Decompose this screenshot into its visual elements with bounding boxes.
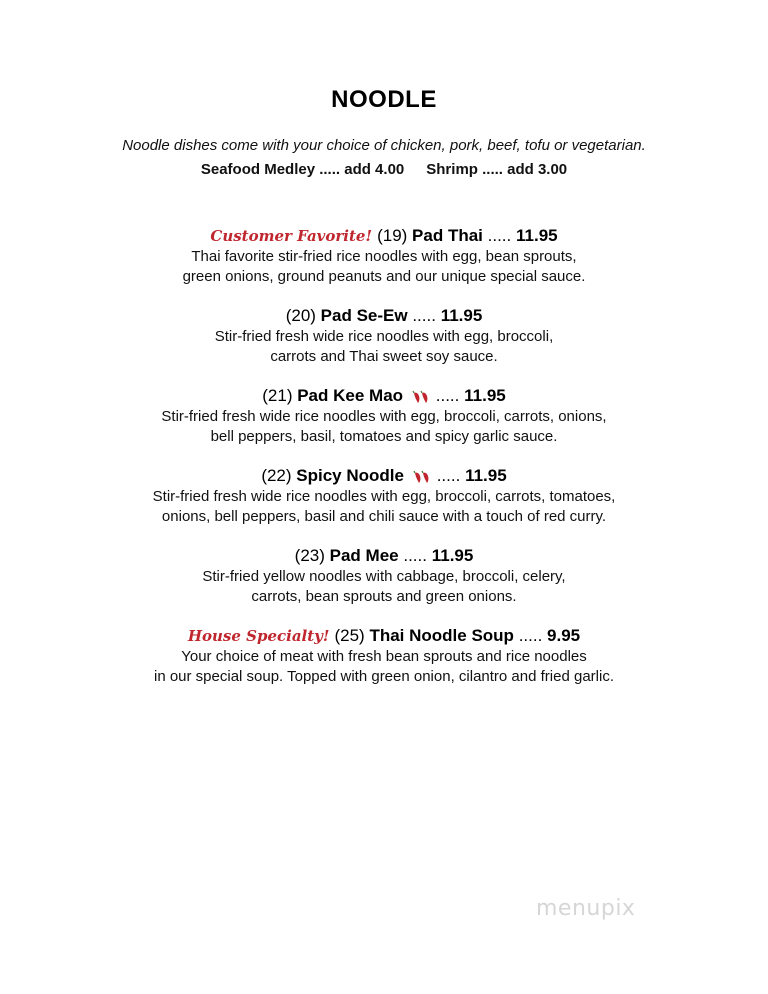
item-leader-dots: ..... [487,226,512,245]
item-price: 11.95 [465,466,507,485]
item-number: (23) [294,546,325,565]
item-name: Pad Kee Mao [297,386,404,405]
item-description-line: carrots and Thai sweet soy sauce. [270,348,498,365]
item-leader-dots: ..... [518,626,543,645]
item-price: 11.95 [516,226,558,245]
menu-item [0,465,768,527]
item-description [0,327,768,367]
menu-item [0,385,768,447]
item-description-line: in our special soup. Topped with green onion, cilantro and fried garlic. [153,668,614,685]
item-leader-dots: ..... [436,466,461,485]
item-name: Pad Thai [412,226,483,245]
item-highlight-tag: Customer Favorite! [210,227,373,245]
menu-item [0,305,768,367]
item-description-line: green onions, ground peanuts and our unique special sauce. [182,268,586,285]
item-description [0,247,768,287]
item-name: Thai Noodle Soup [369,626,514,645]
item-number: (19) [377,226,408,245]
item-description-line: onions, bell peppers, basil and chili sauce with a touch of red curry. [161,508,607,525]
item-leader-dots: ..... [403,546,427,565]
item-number: (25) [334,626,365,645]
item-leader-dots: ..... [412,306,436,325]
item-number: (20) [285,306,316,325]
menu-item-heading [0,545,768,567]
item-price: 11.95 [440,306,483,325]
addons-line [0,161,768,178]
item-price: 11.95 [431,546,474,565]
menu-list [0,225,768,705]
menu-item-heading [0,625,768,647]
item-description [0,487,768,527]
page-title: NOODLE [331,86,437,113]
item-number: (21) [262,386,293,405]
chili-pepper-icon [413,470,433,484]
menu-item-heading [0,385,768,407]
item-name: Pad Mee [329,546,399,565]
chili-pepper-icon [412,390,432,404]
item-description-line: Stir-fried yellow noodles with cabbage, broccoli, celery, [202,568,566,585]
menu-item [0,625,768,687]
addon-shrimp: Shrimp ..... add 3.00 [426,161,568,178]
item-price: 9.95 [547,626,581,645]
item-description-line: Stir-fried fresh wide rice noodles with egg, broccoli, [214,328,554,345]
item-description-line: Stir-fried fresh wide rice noodles with egg, broccoli, carrots, onions, [161,408,607,425]
addon-seafood: Seafood Medley ..... add 4.00 [200,161,405,178]
item-description-line: bell peppers, basil, tomatoes and spicy garlic sauce. [210,428,558,445]
item-number: (22) [261,466,292,485]
menu-item-heading [0,225,768,247]
menu-item-heading [0,305,768,327]
item-description-line: Thai favorite stir-fried rice noodles with egg, bean sprouts, [191,248,577,265]
menu-item-heading [0,465,768,487]
item-description-line: Stir-fried fresh wide rice noodles with egg, broccoli, carrots, tomatoes, [152,488,616,505]
item-description [0,407,768,447]
item-description-line: carrots, bean sprouts and green onions. [251,588,517,605]
item-leader-dots: ..... [435,386,460,405]
item-name: Spicy Noodle [296,466,404,485]
watermark-logo: menupix [536,896,636,921]
item-description [0,567,768,607]
item-highlight-tag: House Specialty! [187,627,330,645]
intro-note: Noodle dishes come with your choice of chicken, pork, beef, tofu or vegetarian. [122,137,646,154]
item-name: Pad Se-Ew [320,306,408,325]
item-description [0,647,768,687]
menu-item [0,225,768,287]
item-price: 11.95 [464,386,506,405]
menu-item [0,545,768,607]
item-description-line: Your choice of meat with fresh bean sprouts and rice noodles [181,648,587,665]
